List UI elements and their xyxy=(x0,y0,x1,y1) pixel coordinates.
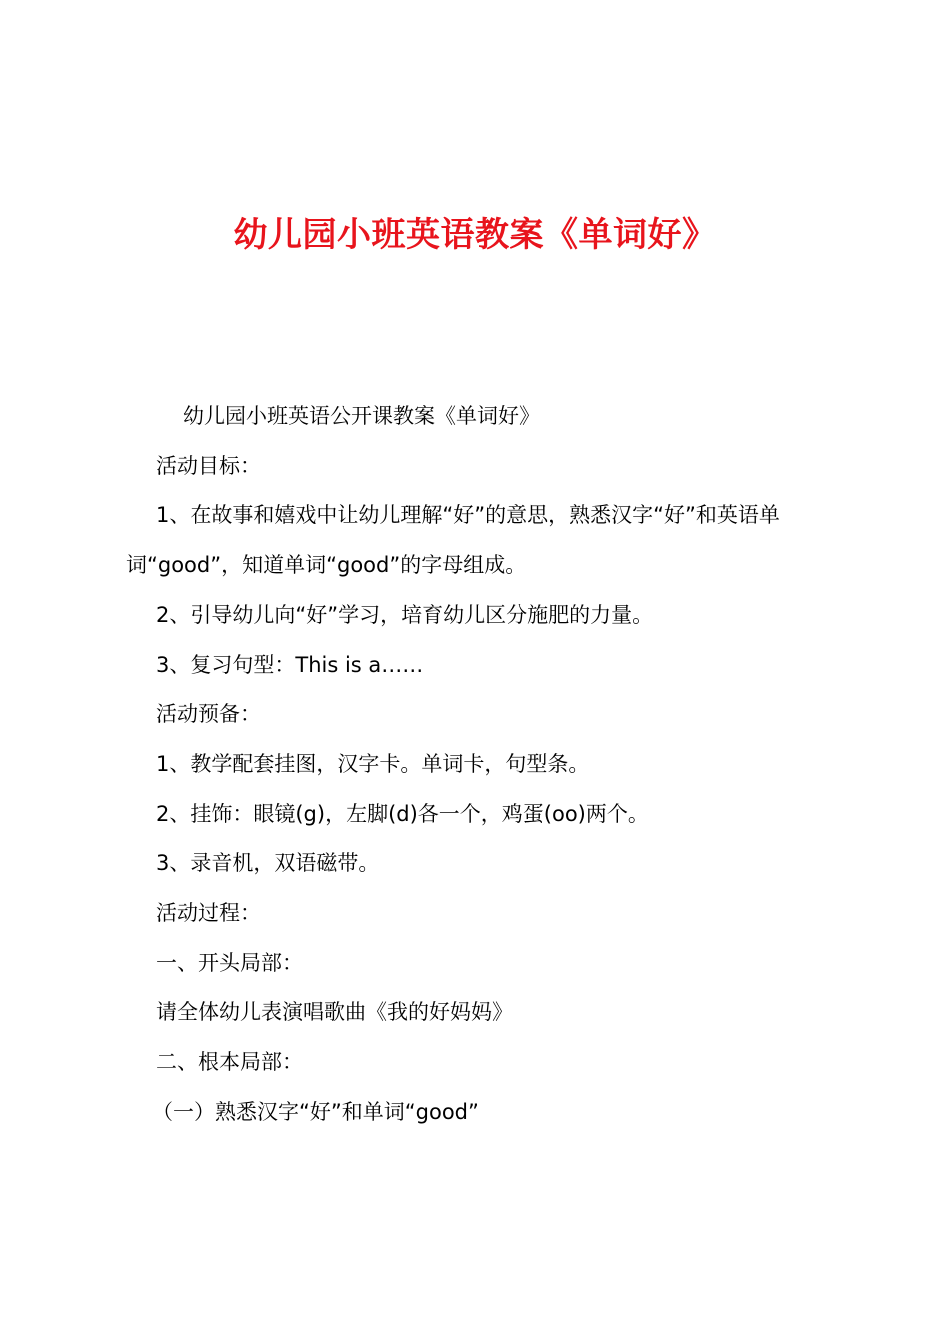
section-heading-process: 活动过程： xyxy=(156,901,261,926)
preparation-item-2: 2、挂饰：眼镜(g)，左脚(d)各一个，鸡蛋(oo)两个。 xyxy=(156,801,649,826)
preparation-item-3: 3、录音机，双语磁带。 xyxy=(156,851,380,876)
preparation-item-1: 1、教学配套挂图，汉字卡。单词卡，句型条。 xyxy=(156,751,590,776)
document-title: 幼儿园小班英语教案《单词好》 xyxy=(233,215,717,255)
goal-item-2: 2、引导幼儿向“好”学习，培育幼儿区分施肥的力量。 xyxy=(156,602,654,627)
section-heading-goals: 活动目标： xyxy=(156,453,261,478)
goal-item-1: 1、在故事和嬉戏中让幼儿理解“好”的意思，熟悉汉字“好”和英语单词“good”，知道单词“good”的字母组成。 xyxy=(126,503,780,578)
process-part-1-text: 请全体幼儿表演唱歌曲《我的好妈妈》 xyxy=(156,1000,513,1025)
process-part-2-heading: 二、根本局部： xyxy=(156,1050,303,1075)
goal-item-3: 3、复习句型：This is a…… xyxy=(156,652,424,677)
subtitle-paragraph: 幼儿园小班英语公开课教案《单词好》 xyxy=(183,404,540,428)
process-part-2-subitem-1: （一）熟悉汉字“好”和单词“good” xyxy=(152,1099,479,1124)
document-body xyxy=(126,392,838,1138)
process-part-1-heading: 一、开头局部： xyxy=(156,950,303,975)
section-heading-preparation: 活动预备： xyxy=(156,702,261,727)
